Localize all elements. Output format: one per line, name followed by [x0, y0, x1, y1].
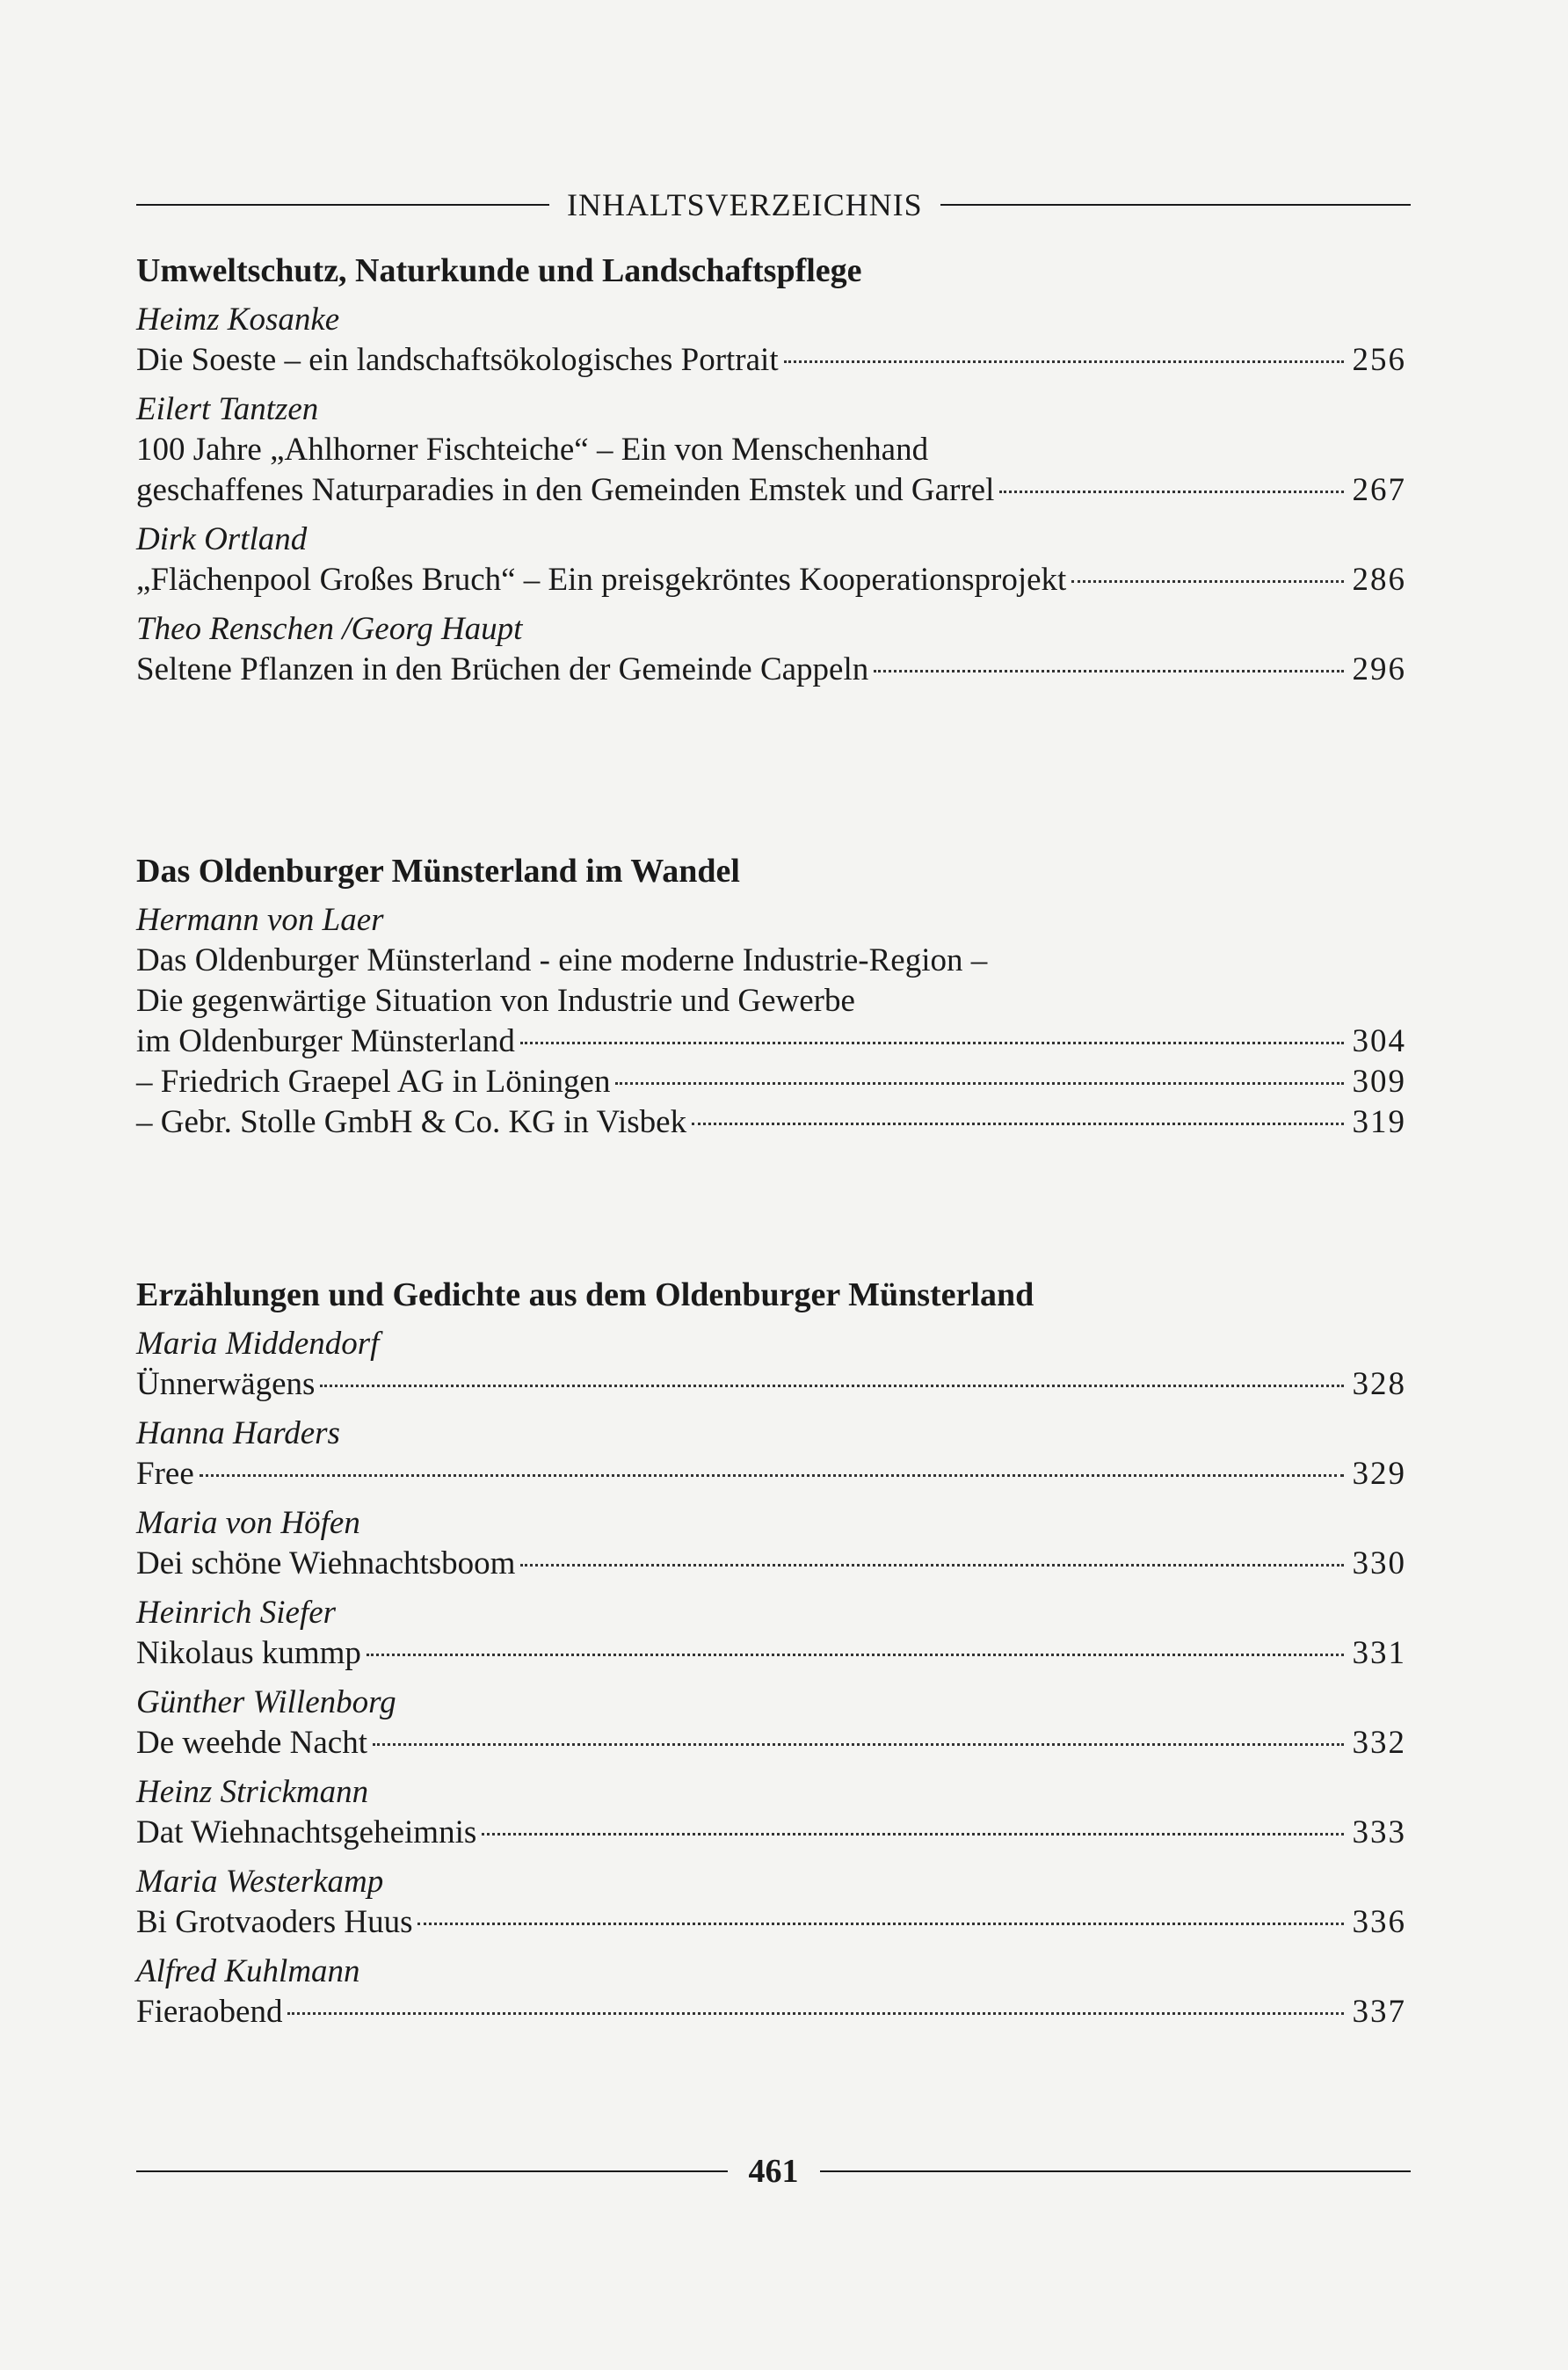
entry-title-line [136, 470, 1406, 511]
entry-title: Dat Wiehnachtsgeheimnis [136, 1814, 477, 1850]
entry-title: Free [136, 1456, 194, 1492]
entry-author: Dirk Ortland [136, 521, 308, 557]
dot-leader [200, 1474, 1344, 1477]
toc-entry [136, 300, 1406, 381]
entry-page-number: 328 [1352, 1366, 1406, 1402]
header-title: INHALTSVERZEICHNIS [567, 187, 923, 222]
toc-entry [136, 1593, 1406, 1674]
toc-entry [136, 1324, 1406, 1405]
sub-entry-title: – Friedrich Graepel AG in Löningen [136, 1064, 611, 1100]
entry-author: Heinrich Siefer [136, 1595, 337, 1631]
toc-entry [136, 1414, 1406, 1494]
toc-section-wandel [136, 851, 1406, 1152]
sub-entry-title: – Gebr. Stolle GmbH & Co. KG in Visbek [136, 1104, 687, 1140]
dot-leader [367, 1654, 1344, 1656]
entry-page-number: 337 [1352, 1994, 1406, 2030]
entry-page-number: 333 [1352, 1814, 1406, 1850]
entry-page-number: 329 [1352, 1456, 1406, 1492]
dot-leader [615, 1082, 1343, 1085]
toc-entry [136, 1503, 1406, 1584]
entry-title-line [136, 1723, 1406, 1763]
entry-author: Alfred Kuhlmann [136, 1953, 360, 1989]
entry-title: geschaffenes Naturparadies in den Gemeinden Emstek und Garrel [136, 472, 995, 508]
entry-title-continuation: Die gegenwärtige Situation von Industrie und Gewerbe [136, 983, 855, 1019]
entry-author: Maria Middendorf [136, 1326, 380, 1362]
section-heading: Umweltschutz, Naturkunde und Landschaftspflege [136, 252, 862, 289]
entry-page-number: 296 [1352, 651, 1406, 687]
dot-leader [1071, 580, 1343, 583]
sub-entry-line [136, 1062, 1406, 1102]
entry-page-number: 267 [1352, 472, 1406, 508]
dot-leader [784, 360, 1344, 363]
footer-rule-right [820, 2170, 1412, 2172]
toc-section-erzaehlungen [136, 1275, 1406, 2041]
entry-title-line [136, 1454, 1406, 1494]
entry-title-line [136, 1992, 1406, 2032]
entry-title: Die Soeste – ein landschaftsökologisches Portrait [136, 342, 779, 378]
entry-author: Maria Westerkamp [136, 1864, 384, 1900]
entry-title: Dei schöne Wiehnachtsboom [136, 1545, 516, 1581]
dot-leader [520, 1042, 1344, 1044]
dot-leader [287, 2012, 1343, 2015]
entry-title-line [136, 1902, 1406, 1943]
entry-author: Maria von Höfen [136, 1505, 360, 1541]
dot-leader [874, 670, 1343, 672]
toc-entry [136, 900, 1406, 1143]
entry-title-continuation: 100 Jahre „Ahlhorner Fischteiche“ – Ein von Menschenhand [136, 432, 929, 468]
running-header [136, 186, 1411, 223]
entry-title: Ünnerwägens [136, 1366, 316, 1402]
entry-page-number: 330 [1352, 1545, 1406, 1581]
entry-title-line [136, 650, 1406, 690]
entry-page-number: 304 [1352, 1023, 1406, 1059]
entry-title: im Oldenburger Münsterland [136, 1023, 515, 1059]
dot-leader [482, 1833, 1343, 1836]
entry-title: Bi Grotvaoders Huus [136, 1904, 413, 1940]
footer-rule-left [136, 2170, 728, 2172]
entry-title-continuation: Das Oldenburger Münsterland - eine moderne Industrie-Region – [136, 942, 988, 978]
entry-author: Eilert Tantzen [136, 391, 319, 427]
dot-leader [417, 1923, 1343, 1925]
entry-page-number: 332 [1352, 1725, 1406, 1761]
entry-page-number: 331 [1352, 1635, 1406, 1671]
entry-page-number: 286 [1352, 562, 1406, 598]
header-rule-left [136, 204, 549, 206]
entry-author: Hermann von Laer [136, 902, 384, 938]
entry-title: De weehde Nacht [136, 1725, 367, 1761]
toc-entry [136, 520, 1406, 600]
entry-author: Hanna Harders [136, 1415, 340, 1451]
entry-title-line [136, 560, 1406, 600]
page-footer [136, 2152, 1411, 2191]
dot-leader [692, 1123, 1343, 1125]
dot-leader [373, 1743, 1344, 1746]
entry-title-line [136, 1544, 1406, 1584]
toc-entry [136, 1772, 1406, 1853]
toc-entry [136, 1683, 1406, 1763]
entry-title-line [136, 1364, 1406, 1405]
entry-author: Heinz Strickmann [136, 1774, 369, 1810]
entry-title: Seltene Pflanzen in den Brüchen der Gemeinde Cappeln [136, 651, 869, 687]
entry-title-line [136, 1021, 1406, 1062]
toc-entry [136, 609, 1406, 690]
dot-leader [520, 1564, 1343, 1567]
page-number: 461 [748, 2153, 799, 2190]
entry-title: Fieraobend [136, 1994, 283, 2030]
entry-title-line [136, 340, 1406, 381]
dot-leader [320, 1385, 1343, 1387]
entry-page-number: 256 [1352, 342, 1406, 378]
toc-section-umweltschutz [136, 251, 1406, 699]
dot-leader [999, 491, 1343, 493]
toc-entry [136, 389, 1406, 511]
toc-entry [136, 1862, 1406, 1943]
entry-page-number: 336 [1352, 1904, 1406, 1940]
toc-entry [136, 1952, 1406, 2032]
entry-title: „Flächenpool Großes Bruch“ – Ein preisgekröntes Kooperationsprojekt [136, 562, 1067, 598]
section-heading: Erzählungen und Gedichte aus dem Oldenburger Münsterland [136, 1276, 1034, 1313]
entry-title-line [136, 1813, 1406, 1853]
entry-title: Nikolaus kummp [136, 1635, 361, 1671]
entry-title-line [136, 1633, 1406, 1674]
sub-entry-page-number: 319 [1352, 1104, 1406, 1140]
section-heading: Das Oldenburger Münsterland im Wandel [136, 853, 740, 890]
entry-author: Heimz Kosanke [136, 302, 340, 338]
sub-entry-line [136, 1102, 1406, 1143]
entry-author: Günther Willenborg [136, 1684, 396, 1720]
sub-entry-page-number: 309 [1352, 1064, 1406, 1100]
header-rule-right [940, 204, 1411, 206]
entry-author: Theo Renschen /Georg Haupt [136, 611, 523, 647]
